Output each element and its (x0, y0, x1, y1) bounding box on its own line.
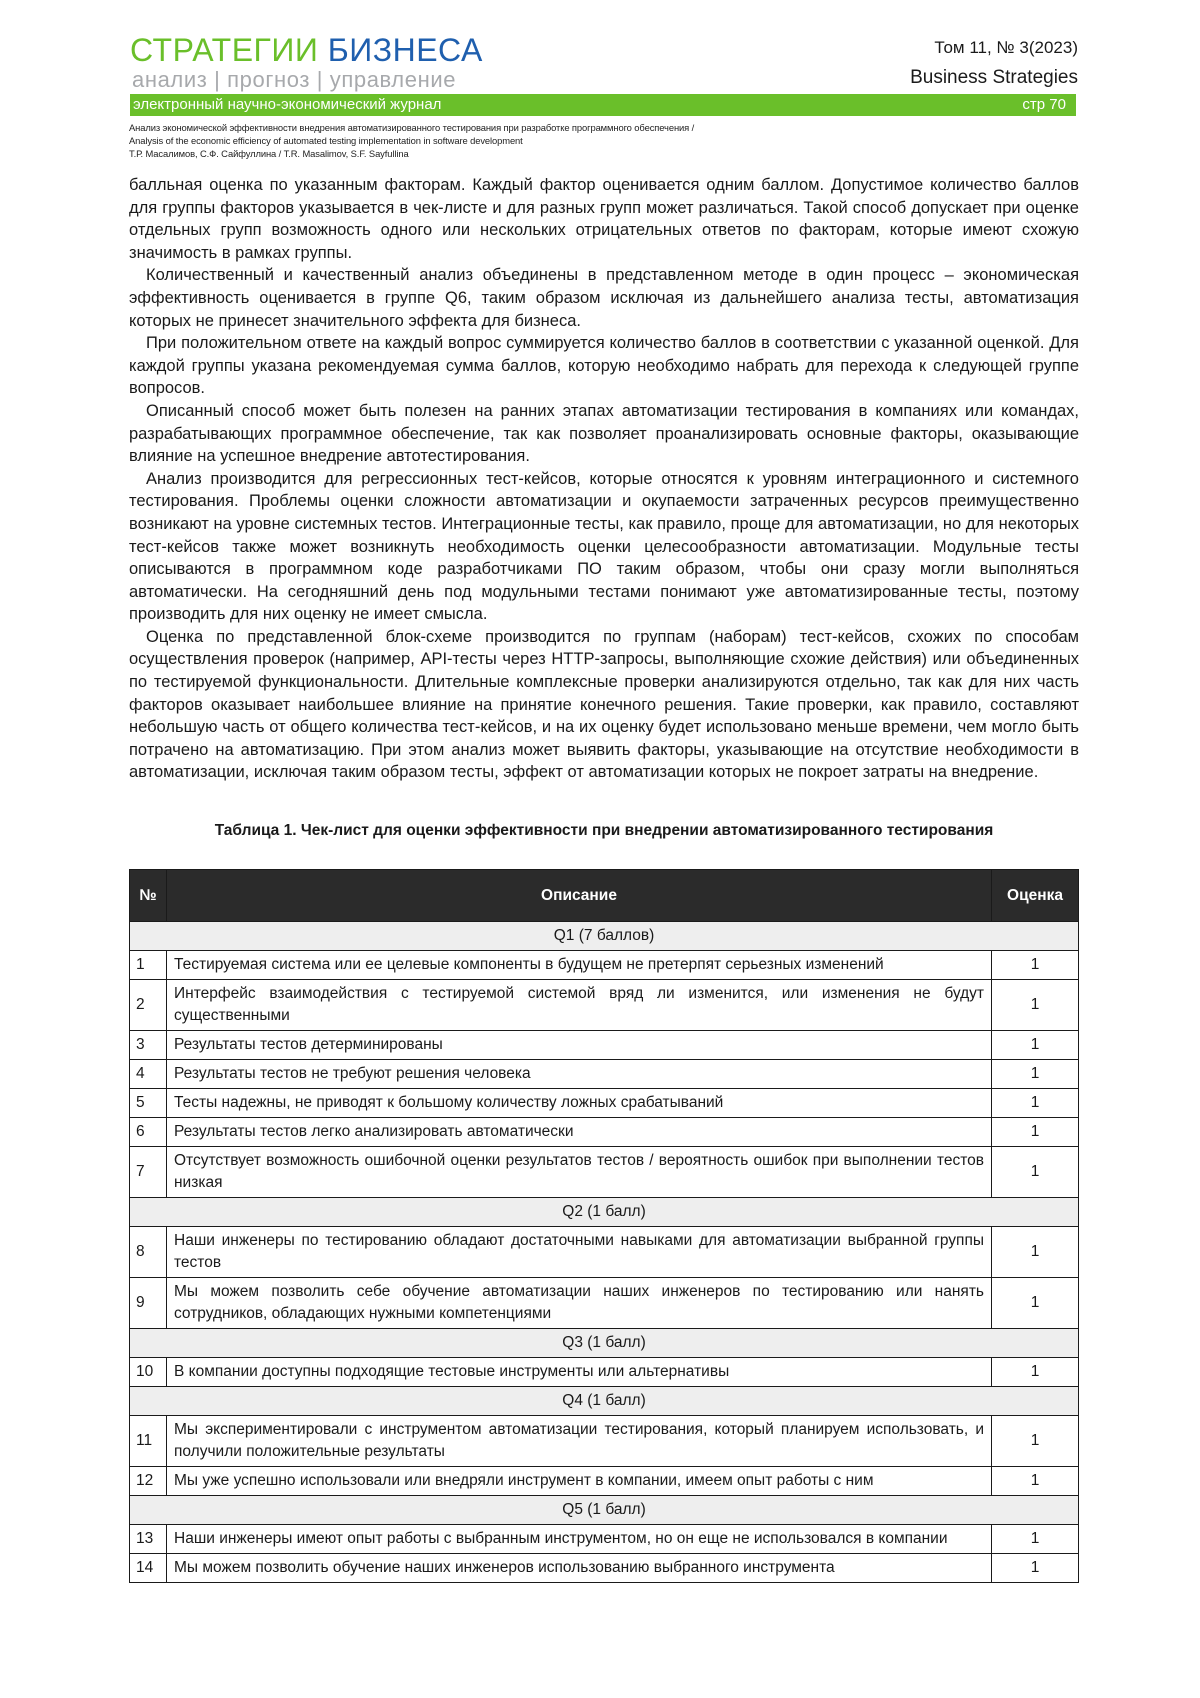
row-score: 1 (992, 1358, 1079, 1387)
row-description: Мы уже успешно использовали или внедряли инструмент в компании, имеем опыт работы с ним (167, 1467, 992, 1496)
paragraph: балльная оценка по указанным факторам. Каждый фактор оценивается одним баллом. Допустимое количество баллов для группы факторов указывается в чек-листе и для разных групп может различаться. Такой способ допускает при оценке отдельных групп возможность одного или нескольких отрицательных ответов по факторам, которые имеют схожую значимость в рамках группы. (129, 176, 1079, 262)
row-number: 13 (130, 1525, 167, 1554)
column-header-description: Описание (167, 870, 992, 922)
row-description: Мы можем позволить обучение наших инженеров использованию выбранного инструмента (167, 1554, 992, 1583)
row-description: Мы можем позволить себе обучение автоматизации наших инженеров по тестированию или нанять сотрудников, обладающих нужными компетенциями (167, 1278, 992, 1329)
row-description: Результаты тестов легко анализировать автоматически (167, 1118, 992, 1147)
table-row (130, 1525, 1079, 1554)
row-score: 1 (992, 980, 1079, 1031)
row-score: 1 (992, 1089, 1079, 1118)
row-score: 1 (992, 1278, 1079, 1329)
table-row (130, 1031, 1079, 1060)
row-number: 9 (130, 1278, 167, 1329)
group-title: Q4 (1 балл) (130, 1387, 1079, 1416)
row-score: 1 (992, 1554, 1079, 1583)
group-title: Q5 (1 балл) (130, 1496, 1079, 1525)
row-description: Наши инженеры имеют опыт работы с выбранным инструментом, но он еще не использовался в компании (167, 1525, 992, 1554)
paragraph: Количественный и качественный анализ объединены в представленном методе в один процесс – экономическая эффективность оценивается в группе Q6, таким образом исключая из дальнейшего анализа тесты, автоматизация которых не принесет значительного эффекта для бизнеса. (129, 266, 1079, 330)
table-caption: Таблица 1. Чек-лист для оценки эффективности при внедрении автоматизированного тестирования (214, 822, 994, 839)
row-number: 6 (130, 1118, 167, 1147)
row-number: 7 (130, 1147, 167, 1198)
row-score: 1 (992, 951, 1079, 980)
group-row (130, 1387, 1079, 1416)
column-header-number: № (130, 870, 167, 922)
group-row (130, 922, 1079, 951)
row-description: Тесты надежны, не приводят к большому количеству ложных срабатываний (167, 1089, 992, 1118)
row-score: 1 (992, 1525, 1079, 1554)
journal-logo-word-2: БИЗНЕСА (327, 32, 483, 68)
group-row (130, 1198, 1079, 1227)
article-body (129, 174, 1079, 784)
row-score: 1 (992, 1118, 1079, 1147)
group-title: Q1 (7 баллов) (130, 922, 1079, 951)
row-score: 1 (992, 1467, 1079, 1496)
row-number: 2 (130, 980, 167, 1031)
row-description: Результаты тестов не требуют решения человека (167, 1060, 992, 1089)
row-number: 4 (130, 1060, 167, 1089)
row-number: 1 (130, 951, 167, 980)
table-row (130, 1278, 1079, 1329)
group-row (130, 1329, 1079, 1358)
row-description: Наши инженеры по тестированию обладают достаточными навыками для автоматизации выбранной группы тестов (167, 1227, 992, 1278)
row-score: 1 (992, 1060, 1079, 1089)
paragraph: Описанный способ может быть полезен на ранних этапах автоматизации тестирования в компаниях или командах, разрабатывающих программное обеспечение, так как позволяет проанализировать основные факторы, оказывающие влияние на успешное внедрение автотестирования. (129, 401, 1079, 466)
article-meta (129, 121, 694, 160)
table-row (130, 1467, 1079, 1496)
group-title: Q3 (1 балл) (130, 1329, 1079, 1358)
paragraph: Оценка по представленной блок-схеме производится по группам (наборам) тест-кейсов, схожих по способам осуществления проверок (например, API-тесты через HTTP-запросы, выполняющие схожие действия) или объединенных по тестируемой функциональности. Длительные комплексные проверки анализируются отдельно, так как для них часть факторов оказывает наибольшее влияние на принятие конечного решения. Такие проверки, как правило, составляют небольшую часть от общего количества тест-кейсов, и на их оценку будет использовано меньше времени, чем могло быть потрачено на автоматизацию. При этом анализ может выявить факторы, указывающие на отсутствие необходимости в автоматизации, исключая таким образом тесты, эффект от автоматизации которых не покроет затраты на внедрение. (129, 627, 1079, 782)
table-row (130, 1416, 1079, 1467)
journal-logo-word-1: СТРАТЕГИИ (130, 32, 319, 68)
article-authors: Т.Р. Масалимов, С.Ф. Сайфуллина / T.R. Masalimov, S.F. Sayfullina (129, 148, 409, 159)
article-title-en: Analysis of the economic efficiency of automated testing implementation in software development (129, 135, 523, 146)
page-header (0, 0, 1200, 180)
row-number: 5 (130, 1089, 167, 1118)
column-header-score: Оценка (992, 870, 1079, 922)
table-row (130, 1147, 1079, 1198)
row-number: 12 (130, 1467, 167, 1496)
journal-english-name: Business Strategies (910, 67, 1078, 88)
table-row (130, 980, 1079, 1031)
row-description: В компании доступны подходящие тестовые инструменты или альтернативы (167, 1358, 992, 1387)
table-row (130, 1358, 1079, 1387)
table-row (130, 1060, 1079, 1089)
row-number: 14 (130, 1554, 167, 1583)
journal-volume: Том 11, № 3(2023) (934, 38, 1078, 57)
checklist-table (129, 869, 1079, 1583)
paragraph: Анализ производится для регрессионных тест-кейсов, которые относятся к уровням интеграционного и системного тестирования. Проблемы оценки сложности автоматизации и окупаемости затраченных ресурсов преимущественно возникают на уровне системных тестов. Интеграционные тесты, как правило, проще для автоматизации, но для некоторых тест-кейсов также может возникнуть необходимость оценки целесообразности автоматизации. Модульные тесты описываются в программном коде разработчиками ПО таким образом, чтобы они сразу могли выполняться автоматически. На сегодняшний день под модульными тестами понимают уже автоматизированные тесты, поэтому производить для них оценку не имеет смысла. (129, 469, 1079, 624)
row-number: 10 (130, 1358, 167, 1387)
table-row (130, 1118, 1079, 1147)
row-number: 3 (130, 1031, 167, 1060)
row-number: 11 (130, 1416, 167, 1467)
table-header-row (130, 870, 1079, 922)
row-score: 1 (992, 1416, 1079, 1467)
row-description: Тестируемая система или ее целевые компоненты в будущем не претерпят серьезных изменений (167, 951, 992, 980)
article-title-ru: Анализ экономической эффективности внедрения автоматизированного тестирования при разработке программного обеспечения / (129, 122, 695, 133)
table-row (130, 1227, 1079, 1278)
journal-logo-title (130, 30, 483, 70)
page-number: стр 70 (1022, 96, 1066, 113)
paragraph: При положительном ответе на каждый вопрос суммируется количество баллов в соответствии с указанной оценкой. Для каждой группы указана рекомендуемая сумма баллов, которую необходимо набрать для перехода к следующей группе вопросов. (129, 334, 1079, 398)
row-score: 1 (992, 1147, 1079, 1198)
table-row (130, 1554, 1079, 1583)
row-description: Интерфейс взаимодействия с тестируемой системой вряд ли изменится, или изменения не будут существенными (167, 980, 992, 1031)
journal-logo-subtitle: анализ | прогноз | управление (132, 67, 457, 92)
journal-banner-text: электронный научно-экономический журнал (133, 96, 442, 113)
row-score: 1 (992, 1227, 1079, 1278)
group-row (130, 1496, 1079, 1525)
row-description: Мы экспериментировали с инструментом автоматизации тестирования, который планируем использовать, и получили положительные результаты (167, 1416, 992, 1467)
journal-banner (130, 94, 1076, 116)
table-row (130, 951, 1079, 980)
table-row (130, 1089, 1079, 1118)
row-description: Результаты тестов детерминированы (167, 1031, 992, 1060)
row-number: 8 (130, 1227, 167, 1278)
row-description: Отсутствует возможность ошибочной оценки результатов тестов / вероятность ошибок при выполнении тестов низкая (167, 1147, 992, 1198)
row-score: 1 (992, 1031, 1079, 1060)
group-title: Q2 (1 балл) (130, 1198, 1079, 1227)
